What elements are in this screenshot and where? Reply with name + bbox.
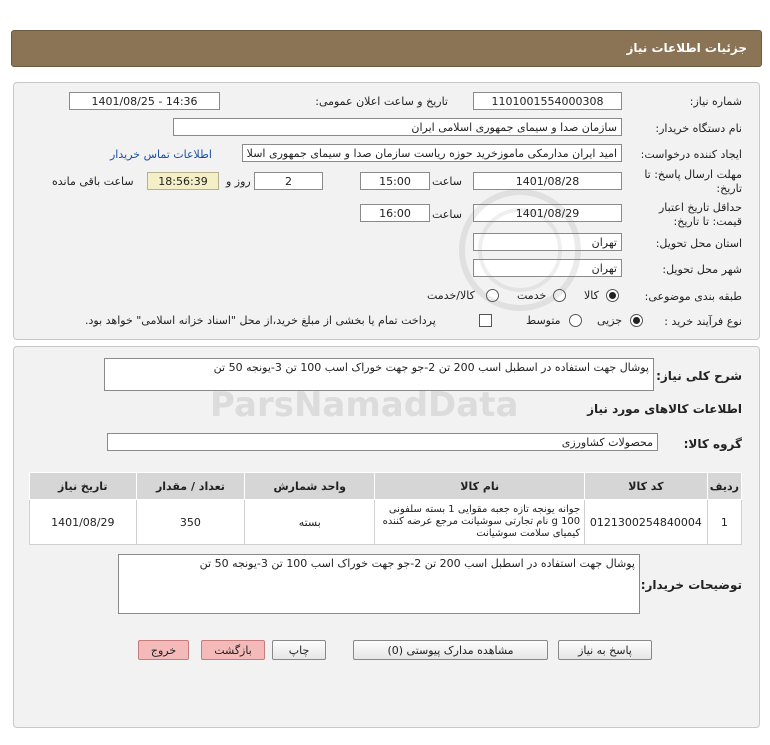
validity-hour-label: ساعت xyxy=(432,208,462,221)
need-description-field: پوشال جهت استفاده در اسطبل اسب 200 تن 2-جو جهت خوراک اسب 100 تن 3-یونجه 50 تن xyxy=(104,358,654,391)
table-header-row xyxy=(30,473,742,500)
days-label: روز و xyxy=(226,175,251,188)
print-button[interactable]: چاپ xyxy=(272,640,326,660)
col-row: ردیف xyxy=(707,473,741,500)
attachments-button[interactable]: مشاهده مدارک پیوستی (0) xyxy=(353,640,548,660)
creator-field: امید ایران مدارمکی ماموزخرید حوزه ریاست سازمان صدا و سیمای جمهوری اسلا xyxy=(242,144,622,162)
announce-field: 1401/08/25 - 14:36 xyxy=(69,92,220,110)
province-field: تهران xyxy=(473,233,622,251)
days-field: 2 xyxy=(254,172,323,190)
cell-unit: بسته xyxy=(245,500,375,545)
process-radio-minor[interactable] xyxy=(630,314,643,327)
contact-info-link[interactable]: اطلاعات تماس خریدار xyxy=(110,148,212,161)
col-name: نام کالا xyxy=(375,473,585,500)
goods-info-title: اطلاعات کالاهای مورد نیاز xyxy=(587,402,742,416)
remaining-label: ساعت باقی مانده xyxy=(52,175,134,188)
category-radio-goods[interactable] xyxy=(606,289,619,302)
need-number-field: 1101001554000308 xyxy=(473,92,622,110)
process-label: نوع فرآیند خرید : xyxy=(664,315,742,328)
announce-label: تاریخ و ساعت اعلان عمومی: xyxy=(315,95,448,108)
cell-date: 1401/08/29 xyxy=(30,500,137,545)
page-title: جزئیات اطلاعات نیاز xyxy=(626,41,747,55)
process-option-medium: متوسط xyxy=(526,314,561,327)
cell-code: 0121300254840004 xyxy=(585,500,708,545)
buyer-notes-field: پوشال جهت استفاده در اسطبل اسب 200 تن 2-جو جهت خوراک اسب 100 تن 3-یونجه 50 تن xyxy=(118,554,640,614)
cell-row: 1 xyxy=(707,500,741,545)
payment-note: پرداخت تمام یا بخشی از مبلغ خرید،از محل "اسناد خزانه اسلامی" خواهد بود. xyxy=(85,314,436,327)
validity-label-2: قیمت: تا تاریخ: xyxy=(673,215,742,228)
city-label: شهر محل تحویل: xyxy=(662,263,742,276)
process-option-minor: جزیی xyxy=(597,314,623,327)
creator-label: ایجاد کننده درخواست: xyxy=(640,148,742,161)
table-row xyxy=(30,500,742,545)
remaining-time-field: 18:56:39 xyxy=(147,172,219,190)
category-label: طبقه بندی موضوعی: xyxy=(644,290,742,303)
validity-label: حداقل تاریخ اعتبار xyxy=(658,201,742,214)
city-field: تهران xyxy=(473,259,622,277)
need-number-label: شماره نیاز: xyxy=(689,95,742,108)
deadline-date-field: 1401/08/28 xyxy=(473,172,622,190)
process-radio-medium[interactable] xyxy=(569,314,582,327)
col-qty: تعداد / مقدار xyxy=(136,473,245,500)
deadline-label-2: تاریخ: xyxy=(716,182,742,195)
province-label: استان محل تحویل: xyxy=(655,237,742,250)
need-description-label: شرح کلی نیاز: xyxy=(656,369,742,383)
deadline-hour-label: ساعت xyxy=(432,175,462,188)
watermark-emblem xyxy=(440,185,600,315)
validity-time-field: 16:00 xyxy=(360,204,430,222)
goods-group-label: گروه کالا: xyxy=(683,437,742,451)
category-option-service: خدمت xyxy=(517,289,547,302)
cell-name: جوانه یونجه تازه جعبه مقوایی 1 بسته سلفونی 100 g نام تجارتی سوشیانت مرجع عرضه کننده کیمیای سلامت سوشیانت xyxy=(375,500,585,545)
deadline-label: مهلت ارسال پاسخ: تا xyxy=(644,168,742,181)
col-code: کد کالا xyxy=(585,473,708,500)
col-unit: واحد شمارش xyxy=(245,473,375,500)
deadline-time-field: 15:00 xyxy=(360,172,430,190)
goods-table xyxy=(29,472,742,545)
cell-qty: 350 xyxy=(136,500,245,545)
buyer-field: سازمان صدا و سیمای جمهوری اسلامی ایران xyxy=(173,118,622,136)
reply-button[interactable]: پاسخ به نیاز xyxy=(558,640,652,660)
treasury-checkbox[interactable] xyxy=(479,314,492,327)
goods-group-field: محصولات کشاورزی xyxy=(107,433,658,451)
back-button[interactable]: بازگشت xyxy=(201,640,265,660)
category-option-goods-service: کالا/خدمت xyxy=(427,289,475,302)
col-date: تاریخ نیاز xyxy=(30,473,137,500)
page-header xyxy=(11,30,762,67)
exit-button[interactable]: خروج xyxy=(138,640,189,660)
buyer-notes-label: توضیحات خریدار: xyxy=(640,578,742,592)
validity-date-field: 1401/08/29 xyxy=(473,204,622,222)
category-option-goods: کالا xyxy=(584,289,599,302)
buyer-label: نام دستگاه خریدار: xyxy=(655,122,742,135)
